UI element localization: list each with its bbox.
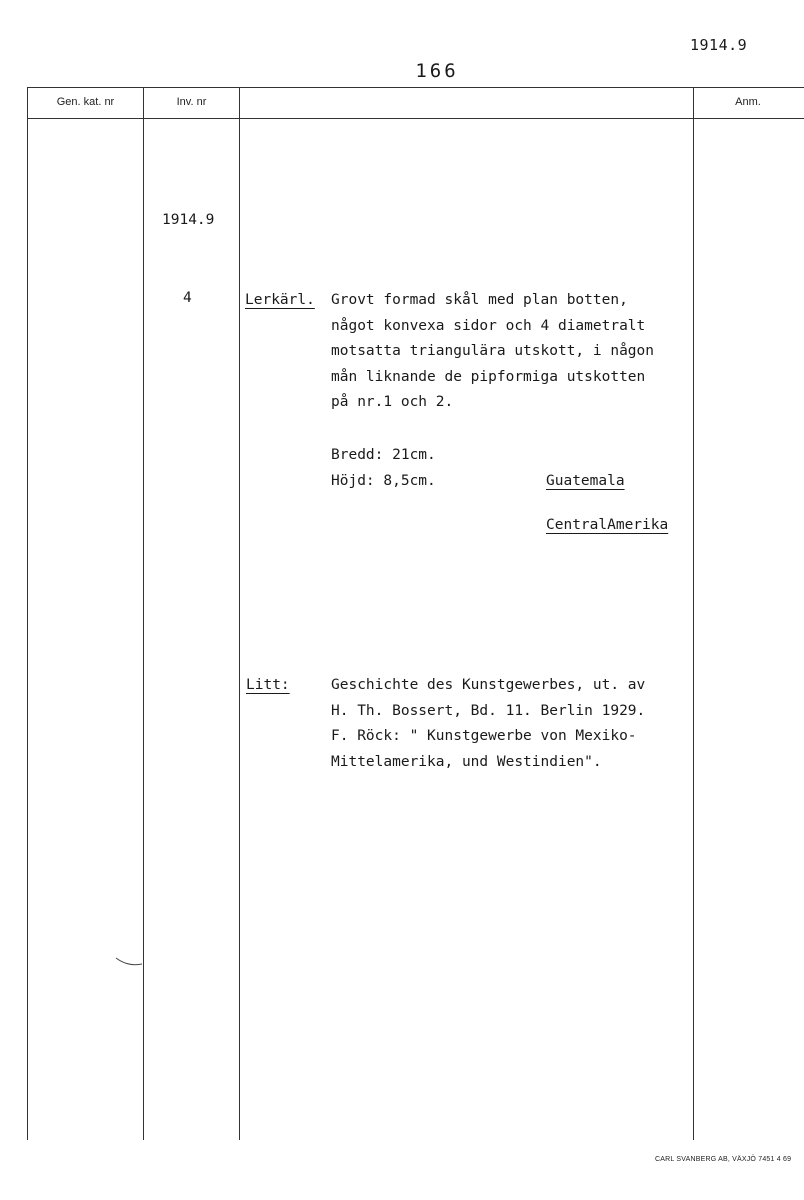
description-line: motsatta triangulära utskott, i någon	[331, 343, 655, 359]
column-divider-anm	[693, 87, 694, 1140]
margin-mark	[114, 954, 144, 970]
page-number: 166	[415, 60, 459, 82]
column-divider-description	[239, 87, 240, 1140]
measurement-width: Bredd: 21cm.	[331, 447, 436, 463]
literature-label: Litt:	[246, 677, 290, 693]
item-number: 4	[183, 290, 192, 306]
column-header-gen-kat-nr: Gen. kat. nr	[56, 96, 115, 108]
column-header-description	[240, 89, 693, 115]
description-block	[331, 288, 654, 416]
left-border	[27, 87, 28, 1140]
literature-line: F. Röck: " Kunstgewerbe von Mexiko-	[331, 728, 637, 744]
literature-line: Mittelamerika, und Westindien".	[331, 753, 602, 770]
column-divider-inv	[143, 87, 144, 1140]
description-line: något konvexa sidor och 4 diametralt	[331, 317, 646, 334]
object-label: Lerkärl.	[245, 292, 315, 308]
origin-country: Guatemala	[546, 473, 625, 489]
measurement-height: Höjd: 8,5cm.	[331, 473, 436, 489]
description-line: mån liknande de pipformiga utskotten	[331, 368, 646, 385]
description-line: på nr.1 och 2.	[331, 394, 454, 410]
column-header-inv-nr: Inv. nr	[176, 96, 207, 108]
description-line: Grovt formad skål med plan botten,	[331, 292, 628, 308]
column-header-anm: Anm.	[735, 96, 761, 108]
literature-block	[331, 673, 645, 775]
corner-catalog-id: 1914.9	[690, 36, 748, 54]
origin-region: CentralAmerika	[546, 517, 669, 533]
printer-imprint: CARL SVANBERG AB, VÄXJÖ 7451 4 69	[655, 1156, 792, 1163]
literature-line: Geschichte des Kunstgewerbes, ut. av	[331, 677, 646, 693]
literature-line: H. Th. Bossert, Bd. 11. Berlin 1929.	[331, 702, 646, 719]
collection-number: 1914.9	[162, 212, 215, 228]
